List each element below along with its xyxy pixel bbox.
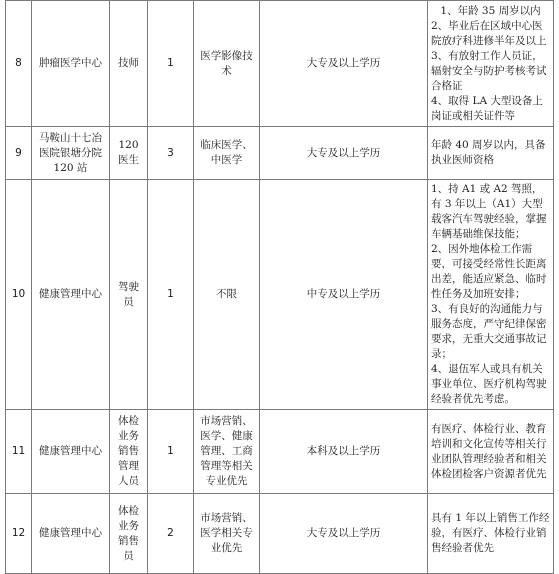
table-row — [6, 127, 554, 180]
position-cell: 体检业务销售管理人员 — [110, 410, 148, 494]
count-cell: 1 — [148, 180, 194, 410]
department-cell: 马鞍山十七冶医院银塘分院 120 站 — [32, 127, 110, 180]
table-row — [6, 410, 554, 494]
requirement-line: 4、退伍军人或具有机关事业单位、医疗机构驾驶经验者优先考虑。 — [431, 363, 547, 405]
count-cell: 1 — [148, 410, 194, 494]
row-number: 11 — [6, 410, 32, 494]
requirement-line: 4、取得 LA 大型设备上岗证或相关证件等 — [431, 94, 543, 122]
requirement-line: 2、因外地体检工作需要，可接受经常性长距离出差，能适应紧急、临时性任务及加班安排； — [431, 243, 547, 300]
major-cell: 临床医学、中医学 — [194, 127, 260, 180]
table-row — [6, 180, 554, 410]
department-cell: 肿瘤医学中心 — [32, 1, 110, 127]
row-number: 8 — [6, 1, 32, 127]
requirement-line: 有医疗、体检行业、教育培训和文化宣传等相关行业团队管理经验者和相关体检团检客户资源者优先 — [431, 422, 547, 480]
requirement-line: 2、毕业后在区域中心医院放疗科进修半年及以上 — [431, 19, 547, 47]
education-cell: 大专及以上学历 — [260, 494, 428, 574]
education-cell: 本科及以上学历 — [260, 410, 428, 494]
recruitment-table — [5, 0, 554, 574]
major-cell: 医学影像技术 — [194, 1, 260, 127]
requirements-cell — [428, 494, 554, 574]
requirement-line: 具有 1 年以上销售工作经验，有医疗、体检行业销售经验者优先 — [431, 512, 550, 554]
education-cell: 大专及以上学历 — [260, 1, 428, 127]
count-cell: 1 — [148, 1, 194, 127]
requirements-cell — [428, 410, 554, 494]
requirement-line: 3、有良好的沟通能力与服务态度，严守纪律保密要求，无重大交通事故记录； — [431, 303, 547, 360]
position-cell: 驾驶员 — [110, 180, 148, 410]
row-number: 9 — [6, 127, 32, 180]
requirements-cell — [428, 180, 554, 410]
count-cell: 2 — [148, 494, 194, 574]
department-cell: 健康管理中心 — [32, 180, 110, 410]
education-cell: 中专及以上学历 — [260, 180, 428, 410]
position-cell: 体检业务销售员 — [110, 494, 148, 574]
position-cell: 技师 — [110, 1, 148, 127]
requirement-line: 1、持 A1 或 A2 驾照，有 3 年以上（A1）大型载客汽车驾驶经验，掌握车辆基础维保技能； — [431, 183, 547, 240]
department-cell: 健康管理中心 — [32, 494, 110, 574]
requirement-line: 3、有放射工作人员证，辐射安全与防护考核考试合格证 — [431, 49, 547, 92]
table-row — [6, 1, 554, 127]
department-cell: 健康管理中心 — [32, 410, 110, 494]
requirement-line: 1、年龄 35 周岁以内 — [440, 4, 541, 17]
requirement-line: 年龄 40 周岁以内，具备执业医师资格 — [431, 139, 546, 166]
requirements-cell — [428, 127, 554, 180]
table-row — [6, 494, 554, 574]
row-number: 10 — [6, 180, 32, 410]
major-cell: 不限 — [194, 180, 260, 410]
education-cell: 大专及以上学历 — [260, 127, 428, 180]
row-number: 12 — [6, 494, 32, 574]
count-cell: 3 — [148, 127, 194, 180]
position-cell: 120 医生 — [110, 127, 148, 180]
major-cell: 市场营销、医学相关专业优先 — [194, 494, 260, 574]
major-cell: 市场营销、医学、健康管理、工商管理等相关专业优先 — [194, 410, 260, 494]
requirements-cell — [428, 1, 554, 127]
